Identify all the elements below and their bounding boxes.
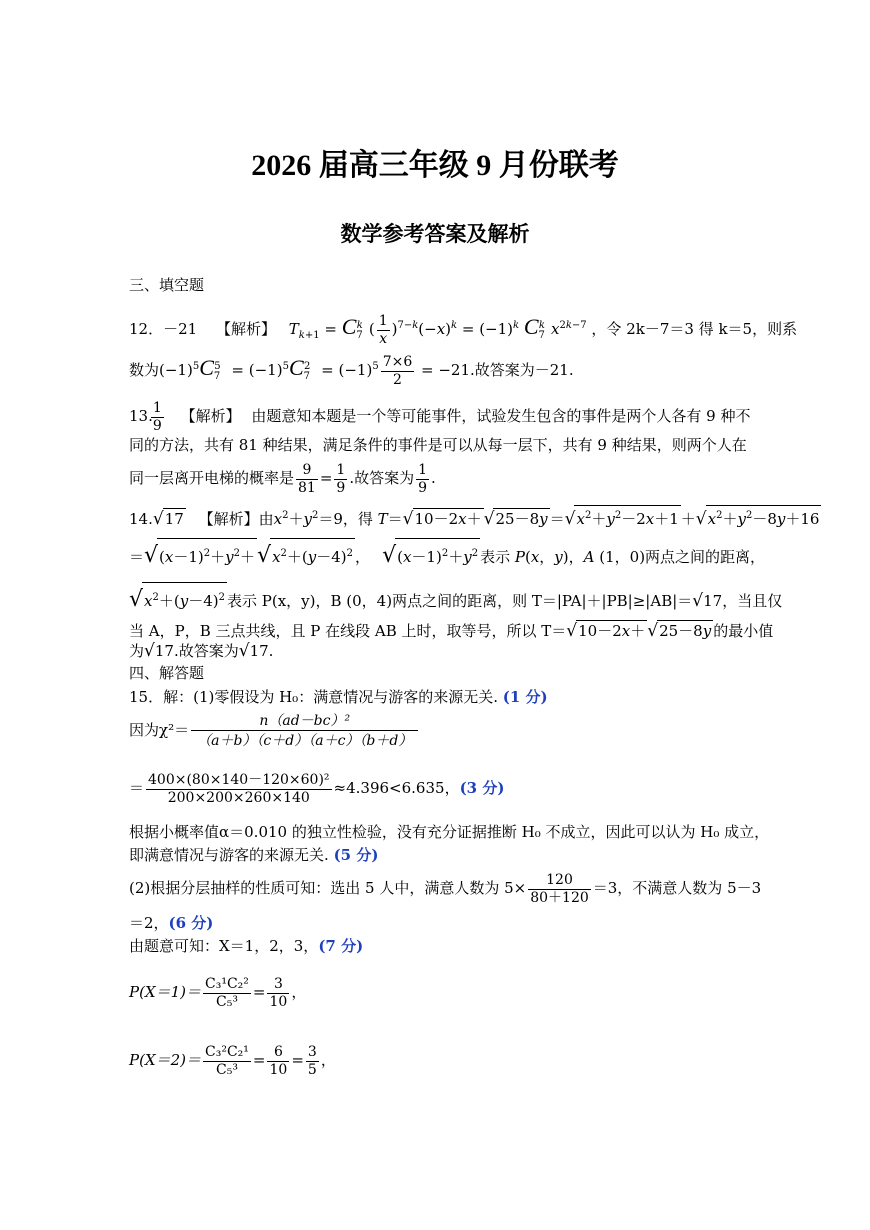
q14-text5a: 表示 P(x，y)，B (0，4)两点之间的距离，则 T＝|PA|＋|PB|≥|AB|＝ bbox=[227, 592, 693, 610]
q15-px2-r2-den: 5 bbox=[307, 1061, 317, 1078]
q13-tag: 【解析】 bbox=[180, 407, 241, 425]
q15-px1-res-num: 3 bbox=[273, 975, 283, 992]
q12-formula: $T_{k+1} = C_7^k$ ( $\frac{1}{x}$ )$^{7-k}(-x)^k = (-1)^k$ $C_7^k$ $x^{2k-7}$ bbox=[288, 312, 587, 347]
q15-xvals-line bbox=[129, 936, 363, 956]
q15-judge1: 根据小概率值α＝0.010 的独立性检验，没有充分证据推断 H₀ 不成立，因此可以认为 H₀ 成立， bbox=[129, 823, 770, 841]
score-badge-6: (6 分) bbox=[168, 914, 214, 932]
q15-part2-line2 bbox=[129, 913, 213, 933]
q15-xvals: 由题意可知：X＝1，2，3， bbox=[129, 937, 319, 955]
q13-line3: 同一层离开电梯的概率是 $\frac{9}{81}$ = $\frac{1}{9}$ .故答案为 $\frac{1}{9}$ . bbox=[129, 461, 436, 496]
q12-tag: 【解析】 bbox=[215, 320, 276, 338]
q14-label: 14. bbox=[129, 510, 153, 528]
score-badge-5: (5 分) bbox=[333, 846, 379, 864]
q15-px2-r1-den: 10 bbox=[269, 1061, 288, 1078]
q15-px2-r1-num: 6 bbox=[273, 1043, 283, 1060]
q15-px1-lhs: P(X＝1)＝ bbox=[129, 983, 202, 1001]
page-subtitle: 数学参考答案及解析 bbox=[340, 222, 530, 246]
q15-px2-den: C₅³ bbox=[203, 1061, 251, 1079]
q12-formula2: $(-1)^5C_7^5 = (-1)^5C_7^2 = (-1)^5$ $\frac{7\times 6}{2}$ = −21 bbox=[159, 353, 470, 388]
q12-label: 12．－21 bbox=[129, 320, 198, 338]
q13-label: 13. bbox=[129, 407, 153, 425]
q15-calc-post: ≈4.396<6.635， bbox=[333, 779, 460, 797]
q15-calc-num: 400×(80×140－120×60)² bbox=[148, 771, 330, 788]
q14-text6a: 当 A，P，B 三点共线，且 P 在线段 AB 上时，取等号，所以 T＝ bbox=[129, 622, 567, 640]
q14-line2: $=√(x-1)^2+y^2+√x^2+(y-4)^2$ ， $√(x-1)^2+y^2$ 表示 P(x，y)，A (1，0)两点之间的距离， bbox=[129, 538, 765, 568]
q14-text7c: 17. bbox=[249, 642, 274, 660]
q12-text2-post: .故答案为－21. bbox=[470, 361, 574, 379]
q15-calc-den: 200×200×260×140 bbox=[146, 789, 332, 807]
score-badge-3: (3 分) bbox=[459, 779, 505, 797]
page-title: 2026 届高三年级 9 月份联考 bbox=[251, 149, 619, 182]
q15-chi-num: n（ad－bc）² bbox=[259, 712, 351, 729]
q15-px1-res-den: 10 bbox=[269, 993, 288, 1010]
q14-tag: 【解析】 bbox=[198, 510, 259, 528]
q15-px2-r2-num: 3 bbox=[307, 1043, 317, 1060]
q14-label-value: 17 bbox=[164, 510, 184, 528]
section-heading-fill: 三、填空题 bbox=[129, 276, 205, 294]
q12-text1: ，令 2k－7＝3 得 k＝5，则系 bbox=[591, 320, 798, 338]
q15-chi-den: （a＋b）（c＋d）（a＋c）（b＋d） bbox=[191, 730, 418, 750]
q14-line3: $√x^2+(y-4)^2$ 表示 P(x，y)，B (0，4)两点之间的距离，则 T＝|PA|＋|PB|≥|AB|＝√17，当且仅 bbox=[129, 582, 782, 612]
q12-text2-pre: 数为 bbox=[129, 361, 160, 379]
q13-text3-end: . bbox=[431, 469, 436, 487]
q14-text7a: 为 bbox=[129, 642, 145, 660]
q13-text3-mid: .故答案为 bbox=[349, 469, 415, 487]
section-heading-solve: 四、解答题 bbox=[129, 664, 205, 682]
q15-px2-num: C₃²C₂¹ bbox=[205, 1043, 249, 1060]
score-badge-1: (1 分) bbox=[502, 688, 548, 706]
q15-px1-num: C₃¹C₂² bbox=[205, 975, 249, 992]
q14-text4: 两点之间的距离， bbox=[645, 548, 766, 566]
q15-px2-lhs: P(X＝2)＝ bbox=[129, 1051, 202, 1069]
q15-chi-pre: 因为χ²＝ bbox=[129, 721, 190, 739]
q14-line1: 14.√17 【解析】由$x^2+y^2=9$，得 $T=√10-2x+ √25-8y =√x^2+y^2-2x+1 +√x^2+y^2-8y+16$ bbox=[129, 505, 821, 529]
q14-text7b: 17.故答案为 bbox=[154, 642, 239, 660]
q14-line4: 当 A，P，B 三点共线，且 P 在线段 AB 上时，取等号，所以 T＝√10－2x＋ √25－8y 的最小值 bbox=[129, 621, 774, 641]
q14-line5: 为√17.故答案为√17. bbox=[129, 641, 274, 661]
q15-p2-line2: ＝2， bbox=[129, 914, 169, 932]
q15-p2-post: ＝3，不满意人数为 5－3 bbox=[592, 879, 762, 897]
q15-judge2-line bbox=[129, 845, 378, 865]
score-badge-7: (7 分) bbox=[318, 937, 364, 955]
q15-line1 bbox=[129, 687, 548, 707]
q13-text3-pre: 同一层离开电梯的概率是 bbox=[129, 469, 295, 487]
q15-chi-formula bbox=[129, 710, 420, 750]
q15-px1-den: C₅³ bbox=[203, 993, 251, 1011]
q13-line2: 同的方法，共有 81 种结果，满足条件的事件是可以从每一层下，共有 9 种结果，则两个人在 bbox=[129, 436, 747, 454]
q15-part2 bbox=[129, 868, 761, 908]
q12-line1 bbox=[129, 306, 797, 346]
q15-px2: P(X＝2)＝ $\frac{\text{C₃²C₂¹}}{\text{C₅³}}$ = $\frac{6}{10}$ = $\frac{3}{5}$ ， bbox=[129, 1043, 336, 1078]
q14-text6b: 的最小值 bbox=[713, 622, 774, 640]
q13-text1: 由题意知本题是一个等可能事件，试验发生包含的事件是两个人各有 9 种不 bbox=[251, 407, 751, 425]
q15-p2-pre: (2)根据分层抽样的性质可知：选出 5 人中，满意人数为 5× bbox=[129, 879, 527, 897]
q15-px1: P(X＝1)＝ $\frac{\text{C₃¹C₂²}}{\text{C₅³}}$ = $\frac{3}{10}$ ， bbox=[129, 975, 307, 1010]
q15-text1: 15．解：(1)零假设为 H₀：满意情况与游客的来源无关. bbox=[129, 688, 498, 706]
q15-p2-num: 120 bbox=[546, 871, 573, 888]
q15-judge2: 即满意情况与游客的来源无关. bbox=[129, 846, 329, 864]
q15-calc: ＝ $\frac{\text{400×(80×140－120×60)²}}{200\times 200\times 260\times 140}$ ≈4.396<6.635，(3 分) bbox=[129, 771, 505, 806]
q12-line2 bbox=[129, 345, 574, 389]
q14-text5b: 17，当且仅 bbox=[703, 592, 783, 610]
q13-line1: 13. $\frac{1}{9}$ 【解析】 由题意知本题是一个等可能事件，试验发生包含的事件是两个人各有 9 种不 bbox=[129, 399, 751, 434]
q15-p2-den: 80＋120 bbox=[530, 889, 589, 906]
